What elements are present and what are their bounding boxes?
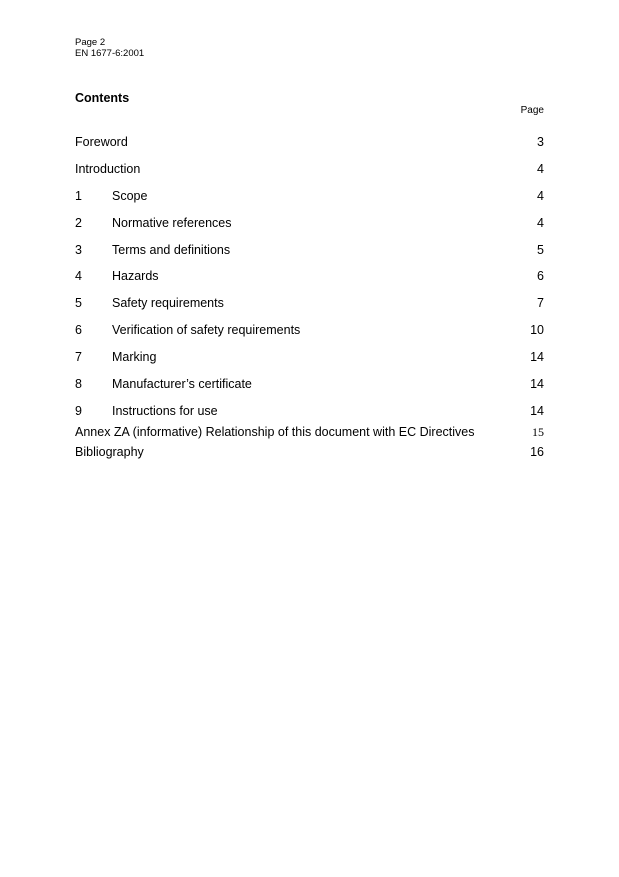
toc-entry-page: 14 — [530, 377, 544, 391]
toc-entry-annex-za[interactable] — [75, 424, 544, 440]
toc-entry-title: Terms and definitions — [112, 243, 231, 257]
toc-entry-normative-references[interactable] — [75, 215, 544, 231]
toc-entry-verification[interactable] — [75, 322, 544, 338]
toc-entry-page: 3 — [537, 135, 544, 149]
toc-entry-introduction[interactable] — [75, 161, 544, 177]
toc-entry-page: 4 — [537, 162, 544, 176]
toc-entry-instructions-for-use[interactable] — [75, 403, 544, 419]
toc-entry-number: 1 — [75, 189, 82, 203]
page-column-label: Page — [520, 105, 544, 116]
toc-entry-number: 3 — [75, 243, 82, 257]
toc-entry-number: 6 — [75, 323, 82, 337]
toc-entry-title: Annex ZA (informative) Relationship of this document with EC Directives — [75, 425, 475, 439]
toc-entry-number: 7 — [75, 350, 82, 364]
toc-entry-terms-and-definitions[interactable] — [75, 242, 544, 258]
toc-entry-title: Bibliography — [75, 445, 144, 459]
toc-entry-title: Safety requirements — [112, 296, 224, 310]
toc-entry-foreword[interactable] — [75, 134, 544, 150]
toc-entry-page: 14 — [530, 350, 544, 364]
toc-entry-title: Manufacturer’s certificate — [112, 377, 252, 391]
toc-entry-page: 7 — [537, 296, 544, 310]
toc-entry-title: Normative references — [112, 216, 232, 230]
toc-entry-page: 16 — [530, 445, 544, 459]
toc-entry-page: 4 — [537, 216, 544, 230]
toc-entry-bibliography[interactable] — [75, 444, 544, 460]
toc-entry-page: 15 — [532, 425, 544, 439]
toc-entry-page: 14 — [530, 404, 544, 418]
toc-entry-title: Hazards — [112, 269, 159, 283]
toc-entry-safety-requirements[interactable] — [75, 295, 544, 311]
page-header — [75, 37, 144, 59]
toc-entry-title: Instructions for use — [112, 404, 218, 418]
toc-entry-title: Foreword — [75, 135, 128, 149]
toc-entry-marking[interactable] — [75, 349, 544, 365]
toc-entry-scope[interactable] — [75, 188, 544, 204]
contents-heading: Contents — [75, 91, 130, 105]
toc-entry-title: Introduction — [75, 162, 141, 176]
toc-entry-number: 2 — [75, 216, 82, 230]
toc-entry-manufacturers-certificate[interactable] — [75, 376, 544, 392]
toc-entry-number: 8 — [75, 377, 82, 391]
toc-entry-title: Verification of safety requirements — [112, 323, 301, 337]
toc-entry-page: 6 — [537, 269, 544, 283]
toc-entry-page: 5 — [537, 243, 544, 257]
toc-entry-number: 5 — [75, 296, 82, 310]
toc-entry-title: Scope — [112, 189, 148, 203]
toc-entry-title: Marking — [112, 350, 157, 364]
document-id: EN 1677-6:2001 — [75, 48, 145, 59]
toc-entry-page: 10 — [530, 323, 544, 337]
toc-entry-hazards[interactable] — [75, 268, 544, 284]
toc-entry-number: 9 — [75, 404, 82, 418]
toc-entry-page: 4 — [537, 189, 544, 203]
toc-entry-number: 4 — [75, 269, 82, 283]
page-number-label: Page 2 — [75, 37, 106, 48]
